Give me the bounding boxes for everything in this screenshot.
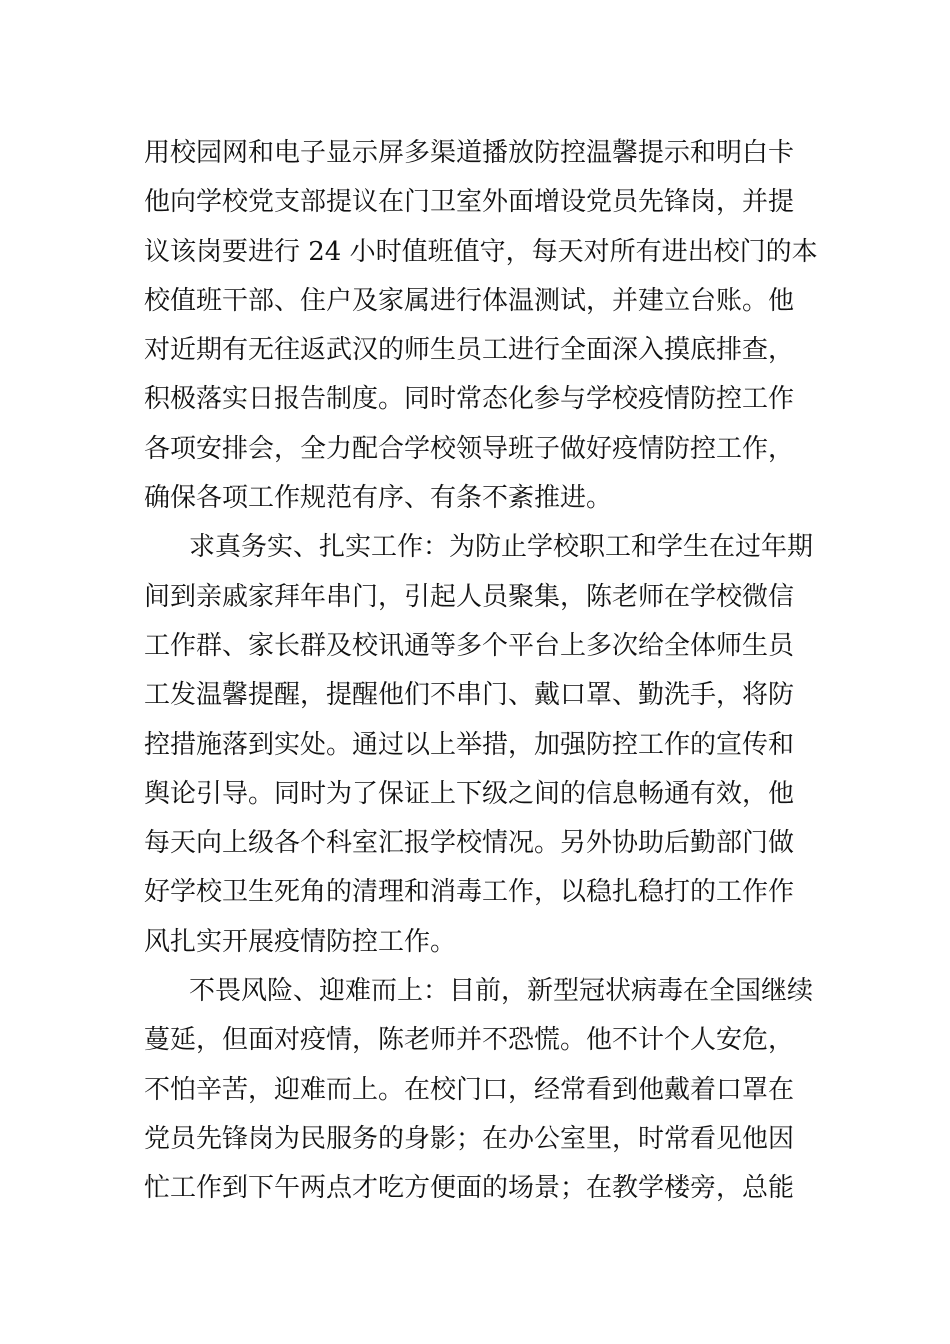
- text-line: 好学校卫生死角的清理和消毒工作，以稳扎稳打的工作作: [144, 877, 795, 908]
- text-line: 工发温馨提醒，提醒他们不串门、戴口罩、勤洗手，将防: [144, 680, 795, 711]
- text-line: 他向学校党支部提议在门卫室外面增设党员先锋岗，并提: [144, 187, 795, 218]
- text-line: 工作群、家长群及校讯通等多个平台上多次给全体师生员: [144, 630, 795, 661]
- text-line: 忙工作到下午两点才吃方便面的场景；在教学楼旁，总能: [144, 1173, 795, 1204]
- text-line: 不怕辛苦，迎难而上。在校门口，经常看到他戴着口罩在: [144, 1074, 795, 1105]
- text-line: 积极落实日报告制度。同时常态化参与学校疫情防控工作: [144, 384, 795, 415]
- text-line: 各项安排会，全力配合学校领导班子做好疫情防控工作，: [144, 433, 795, 464]
- paragraph-first-line: 求真务实、扎实工作：为防止学校职工和学生在过年期: [189, 532, 814, 563]
- body-text: [144, 129, 818, 1214]
- text-line: 确保各项工作规范有序、有条不紊推进。: [144, 483, 613, 514]
- text-line: 控措施落到实处。通过以上举措，加强防控工作的宣传和: [144, 729, 795, 760]
- text-line: 用校园网和电子显示屏多渠道播放防控温馨提示和明白卡: [144, 138, 795, 168]
- text-line: 间到亲戚家拜年串门，引起人员聚集，陈老师在学校微信: [144, 581, 795, 612]
- text-line: 每天向上级各个科室汇报学校情况。另外协助后勤部门做: [144, 828, 795, 859]
- text-line: 对近期有无往返武汉的师生员工进行全面深入摸底排查，: [144, 335, 795, 366]
- text-line: 议该岗要进行 24 小时值班值守，每天对所有进出校门的本: [144, 236, 818, 267]
- paragraph-first-line: 不畏风险、迎难而上：目前，新型冠状病毒在全国继续: [189, 976, 814, 1007]
- text-line: 党员先锋岗为民服务的身影；在办公室里，时常看见他因: [144, 1123, 795, 1154]
- text-line: 蔓延，但面对疫情，陈老师并不恐慌。他不计个人安危，: [144, 1025, 795, 1056]
- text-line: 校值班干部、住户及家属进行体温测试，并建立台账。他: [144, 285, 795, 316]
- text-line: 风扎实开展疫情防控工作。: [144, 926, 457, 957]
- text-line: 舆论引导。同时为了保证上下级之间的信息畅通有效，他: [144, 778, 795, 809]
